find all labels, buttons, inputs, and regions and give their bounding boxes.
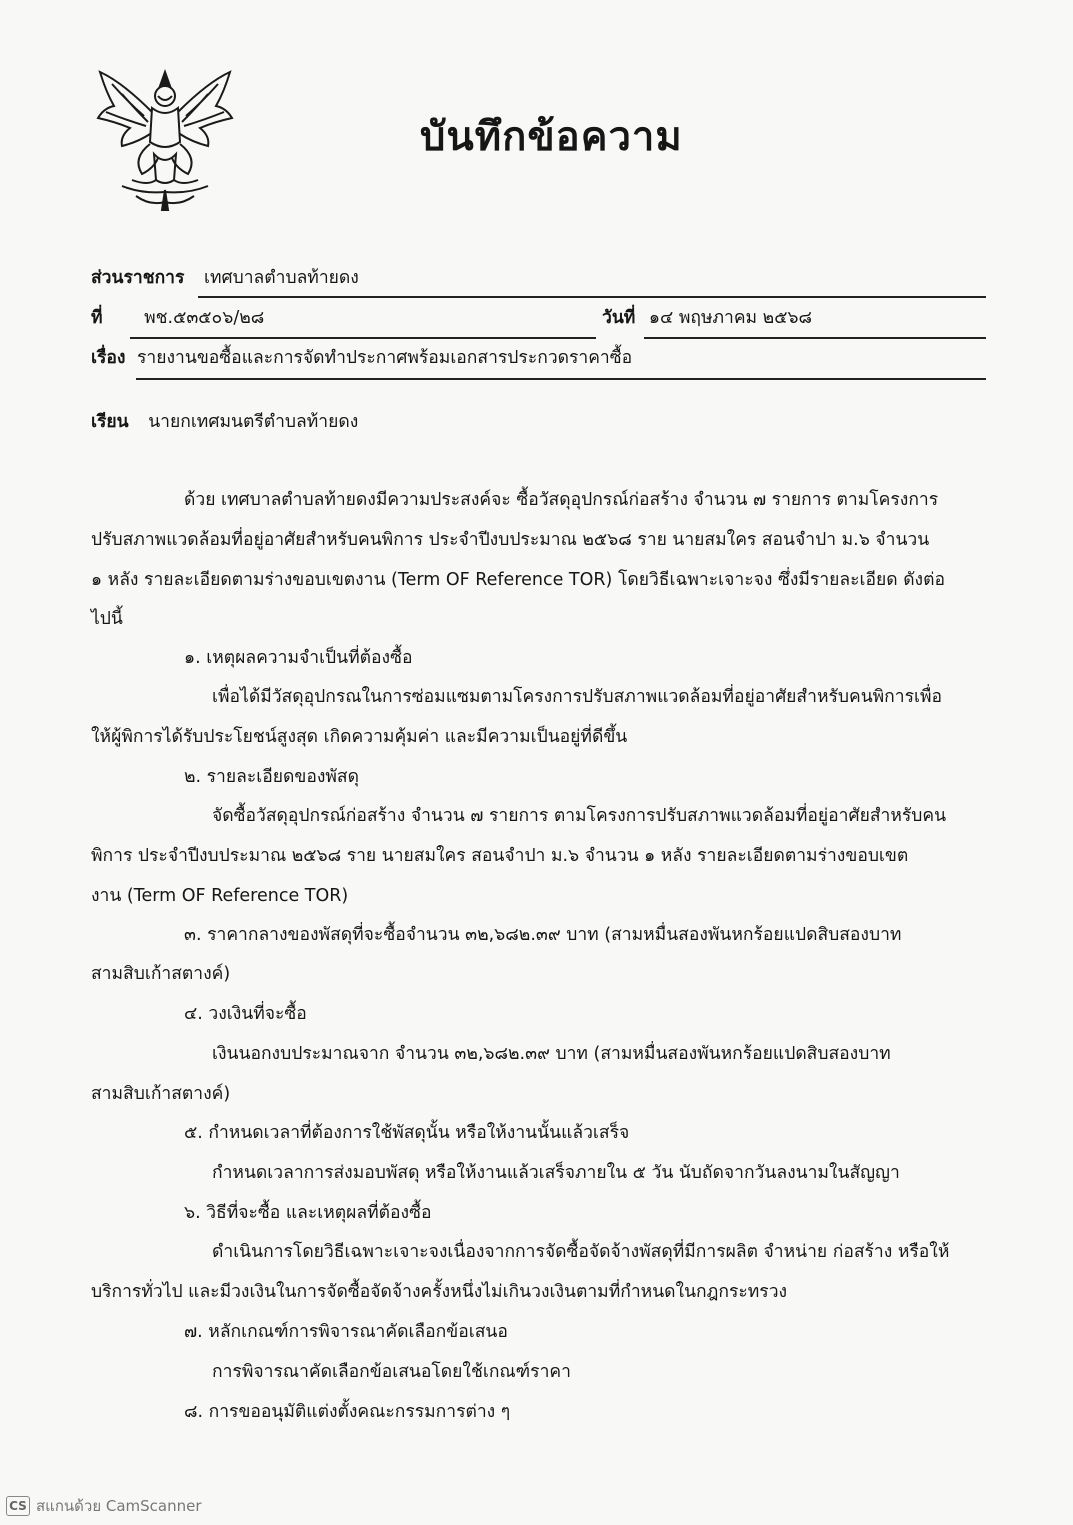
intro-line-3: ๑ หลัง รายละเอียดตามร่างขอบเขตงาน (Term OF Reference TOR) โดยวิธีเฉพาะเจาะจง ซึ่งมีรายละเอียด ดังต่อ bbox=[91, 570, 945, 590]
section-8-heading: ๘. การขออนุมัติแต่งตั้งคณะกรรมการต่าง ๆ bbox=[184, 1402, 511, 1422]
agency-row bbox=[91, 266, 359, 290]
ref-label: ที่ bbox=[91, 308, 103, 328]
memo-title: บันทึกข้อความ bbox=[420, 114, 683, 160]
ref-row bbox=[91, 306, 264, 330]
section-1-line-2: ให้ผู้พิการได้รับประโยชน์สูงสุด เกิดความคุ้มค่า และมีความเป็นอยู่ที่ดีขึ้น bbox=[91, 727, 628, 747]
camscanner-logo-icon: CS bbox=[6, 1496, 30, 1516]
section-7-heading: ๗. หลักเกณฑ์การพิจารณาคัดเลือกข้อเสนอ bbox=[184, 1322, 508, 1342]
subject-label: เรื่อง bbox=[91, 348, 126, 368]
intro-line-4: ไปนี้ bbox=[91, 609, 123, 629]
intro-line-2: ปรับสภาพแวดล้อมที่อยู่อาศัยสำหรับคนพิการ ประจำปีงบประมาณ ๒๕๖๘ ราย นายสมใคร สอนจำปา ม.๖ จำนวน bbox=[91, 530, 930, 550]
subject-value: รายงานขอซื้อและการจัดทำประกาศพร้อมเอกสารประกวดราคาซื้อ bbox=[137, 348, 633, 368]
agency-rule bbox=[198, 296, 986, 298]
section-7-line-1: การพิจารณาคัดเลือกข้อเสนอโดยใช้เกณฑ์ราคา bbox=[212, 1362, 571, 1382]
section-2-line-3: งาน (Term OF Reference TOR) bbox=[91, 886, 349, 906]
date-value: ๑๔ พฤษภาคม ๒๕๖๘ bbox=[648, 308, 813, 328]
ref-rule bbox=[130, 337, 596, 339]
garuda-emblem-icon bbox=[92, 62, 238, 212]
section-6-line-1: ดำเนินการโดยวิธีเฉพาะเจาะจงเนื่องจากการจัดซื้อจัดจ้างพัสดุที่มีการผลิต จำหน่าย ก่อสร้าง หรือให้ bbox=[212, 1242, 950, 1262]
section-2-line-2: พิการ ประจำปีงบประมาณ ๒๕๖๘ ราย นายสมใคร สอนจำปา ม.๖ จำนวน ๑ หลัง รายละเอียดตามร่างขอบเขต bbox=[91, 846, 909, 866]
section-3-line-2: สามสิบเก้าสตางค์) bbox=[91, 964, 231, 984]
section-4-heading: ๔. วงเงินที่จะซื้อ bbox=[184, 1004, 307, 1024]
date-label: วันที่ bbox=[602, 308, 636, 328]
to-value: นายกเทศมนตรีตำบลท้ายดง bbox=[148, 412, 359, 432]
section-1-line-1: เพื่อได้มีวัสดุอุปกรณในการซ่อมแซมตามโครงการปรับสภาพแวดล้อมที่อยู่อาศัยสำหรับคนพิการเพื่อ bbox=[212, 687, 943, 707]
intro-line-1: ด้วย เทศบาลตำบลท้ายดงมีความประสงค์จะ ซื้อวัสดุอุปกรณ์ก่อสร้าง จำนวน ๗ รายการ ตามโครงการ bbox=[184, 490, 939, 510]
section-3-line-1: ๓. ราคากลางของพัสดุที่จะซื้อจำนวน ๓๒,๖๘๒.๓๙ บาท (สามหมื่นสองพันหกร้อยแปดสิบสองบาท bbox=[184, 925, 902, 945]
section-6-line-2: บริการทั่วไป และมีวงเงินในการจัดซื้อจัดจ้างครั้งหนึ่งไม่เกินวงเงินตามที่กำหนดในกฎกระทรวง bbox=[91, 1282, 788, 1302]
ref-value: พช.๕๓๕๐๖/๒๘ bbox=[144, 308, 265, 328]
to-row bbox=[91, 410, 358, 434]
section-2-heading: ๒. รายละเอียดของพัสดุ bbox=[184, 767, 359, 787]
date-row bbox=[602, 306, 812, 330]
scanner-text: สแกนด้วย CamScanner bbox=[36, 1497, 202, 1515]
section-4-line-2: สามสิบเก้าสตางค์) bbox=[91, 1084, 231, 1104]
scanner-watermark bbox=[6, 1494, 202, 1518]
section-2-line-1: จัดซื้อวัสดุอุปกรณ์ก่อสร้าง จำนวน ๗ รายการ ตามโครงการปรับสภาพแวดล้อมที่อยู่อาศัยสำหรับคน bbox=[212, 806, 947, 826]
subject-row bbox=[91, 346, 632, 370]
section-1-heading: ๑. เหตุผลความจำเป็นที่ต้องซื้อ bbox=[184, 648, 413, 668]
subject-rule bbox=[136, 378, 986, 380]
section-5-heading: ๕. กำหนดเวลาที่ต้องการใช้พัสดุนั้น หรือให้งานนั้นแล้วเสร็จ bbox=[184, 1123, 630, 1143]
date-rule bbox=[644, 337, 986, 339]
agency-value: เทศบาลตำบลท้ายดง bbox=[203, 268, 359, 288]
section-4-line-1: เงินนอกงบประมาณจาก จำนวน ๓๒,๖๘๒.๓๙ บาท (สามหมื่นสองพันหกร้อยแปดสิบสองบาท bbox=[212, 1044, 891, 1064]
section-5-line-1: กำหนดเวลาการส่งมอบพัสดุ หรือให้งานแล้วเสร็จภายใน ๕ วัน นับถัดจากวันลงนามในสัญญา bbox=[212, 1163, 900, 1183]
to-label: เรียน bbox=[91, 412, 129, 432]
section-6-heading: ๖. วิธีที่จะซื้อ และเหตุผลที่ต้องซื้อ bbox=[184, 1203, 432, 1223]
agency-label: ส่วนราชการ bbox=[91, 268, 185, 288]
